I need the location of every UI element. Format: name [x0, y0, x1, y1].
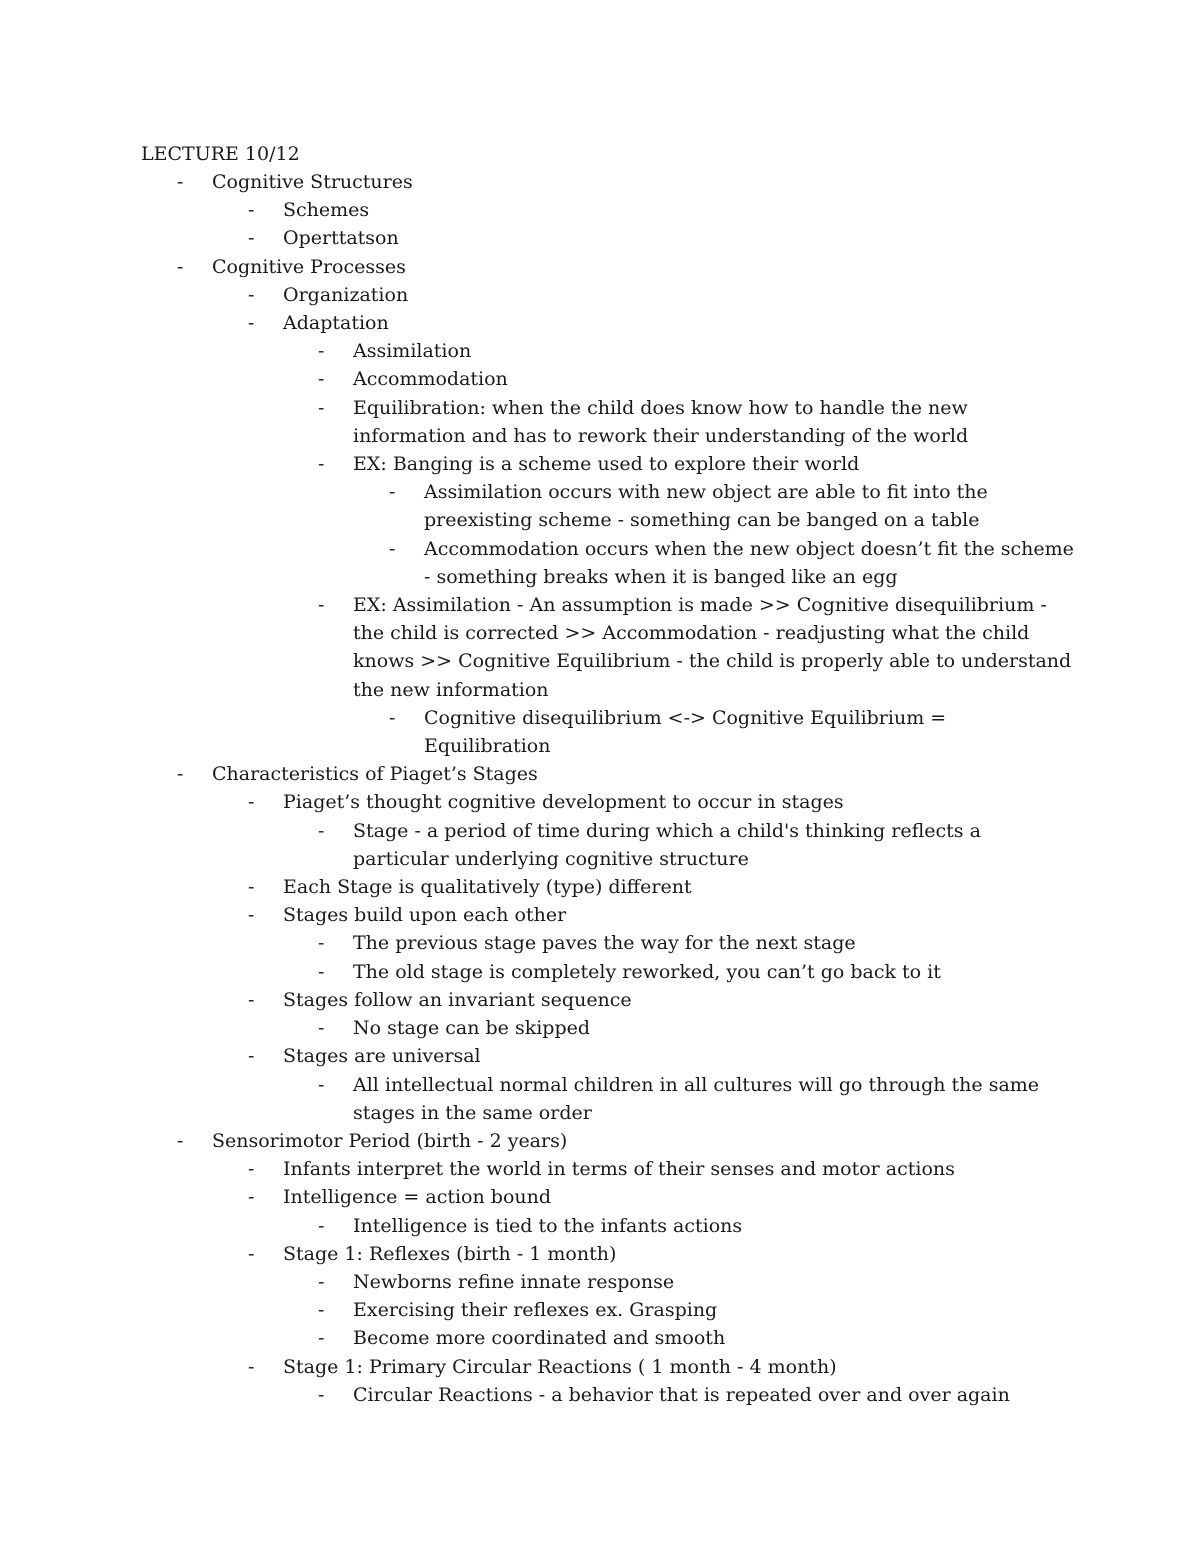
- bullet-dash: -: [318, 819, 325, 842]
- outline-text: Characteristics of Piaget’s Stages: [212, 763, 538, 786]
- outline-item-level-3: [0, 929, 1200, 957]
- bullet-dash: -: [318, 1017, 325, 1040]
- outline-text: stages in the same order: [353, 1101, 592, 1124]
- bullet-dash: -: [248, 791, 255, 814]
- outline-text: EX: Banging is a scheme used to explore their world: [353, 453, 860, 476]
- outline-text: the child is corrected >> Accommodation - readjusting what the child: [353, 622, 1030, 645]
- outline-line-continuation: [0, 422, 1200, 450]
- outline-text: preexisting scheme - something can be banged on a table: [424, 509, 980, 532]
- outline-line-continuation: [0, 845, 1200, 873]
- outline-text: The old stage is completely reworked, you can’t go back to it: [353, 960, 941, 983]
- bullet-dash: -: [248, 1355, 255, 1378]
- bullet-dash: -: [389, 537, 396, 560]
- outline-text: Stage 1: Primary Circular Reactions ( 1 month - 4 month): [283, 1355, 837, 1378]
- outline-text: No stage can be skipped: [353, 1017, 591, 1040]
- bullet-dash: -: [318, 340, 325, 363]
- outline-text: knows >> Cognitive Equilibrium - the child is properly able to understand: [353, 650, 1072, 673]
- bullet-dash: -: [248, 227, 255, 250]
- outline-text: Cognitive Structures: [212, 171, 413, 193]
- bullet-dash: -: [318, 453, 325, 476]
- outline-line-continuation: [0, 619, 1200, 647]
- outline-item-level-2: [0, 1155, 1200, 1183]
- outline-text: Adaptation: [283, 312, 389, 335]
- outline-text: Intelligence = action bound: [283, 1186, 552, 1209]
- outline-item-level-2: [0, 281, 1200, 309]
- bullet-dash: -: [318, 1327, 325, 1350]
- outline-text: - something breaks when it is banged like an egg: [424, 565, 898, 588]
- bullet-dash: -: [318, 1270, 325, 1293]
- outline-text: Schemes: [283, 199, 370, 222]
- outline-item-level-3: [0, 591, 1200, 619]
- bullet-dash: -: [248, 199, 255, 222]
- bullet-dash: -: [318, 1383, 325, 1406]
- bullet-dash: -: [318, 594, 325, 617]
- outline-item-level-1: [0, 253, 1200, 281]
- outline-line-continuation: [0, 506, 1200, 534]
- outline-item-level-3: [0, 450, 1200, 478]
- outline-text: information and has to rework their understanding of the world: [353, 424, 969, 447]
- outline-item-level-2: [0, 1042, 1200, 1070]
- outline-item-level-2: [0, 986, 1200, 1014]
- bullet-dash: -: [318, 396, 325, 419]
- outline-item-level-3: [0, 1014, 1200, 1042]
- outline-text: Assimilation: [353, 340, 472, 363]
- outline-text: Piaget’s thought cognitive development to occur in stages: [283, 791, 844, 814]
- outline-text: Cognitive Processes: [212, 255, 406, 278]
- outline-text: Cognitive disequilibrium <-> Cognitive Equilibrium =: [424, 706, 947, 729]
- outline-text: EX: Assimilation - An assumption is made >> Cognitive disequilibrium -: [353, 594, 1047, 617]
- outline-text: Sensorimotor Period (birth - 2 years): [212, 1129, 568, 1152]
- bullet-dash: -: [248, 988, 255, 1011]
- bullet-dash: -: [248, 312, 255, 335]
- bullet-dash: -: [318, 932, 325, 955]
- bullet-dash: -: [389, 481, 396, 504]
- outline-text: Equilibration: [424, 735, 551, 758]
- outline-item-level-2: [0, 1353, 1200, 1381]
- outline-text: Stages are universal: [283, 1045, 481, 1068]
- bullet-dash: -: [318, 1214, 325, 1237]
- outline-text: The previous stage paves the way for the next stage: [353, 932, 856, 955]
- outline-item-level-2: [0, 788, 1200, 816]
- bullet-dash: -: [177, 171, 184, 193]
- outline-item-level-3: [0, 1268, 1200, 1296]
- outline-text: Newborns refine innate response: [353, 1270, 675, 1293]
- outline-text: particular underlying cognitive structure: [353, 847, 749, 870]
- outline-line-continuation: [0, 732, 1200, 760]
- bullet-dash: -: [318, 960, 325, 983]
- outline-item-level-1: [0, 168, 1200, 196]
- bullet-dash: -: [318, 1299, 325, 1322]
- outline-item-level-3: [0, 1296, 1200, 1324]
- outline-item-level-2: [0, 309, 1200, 337]
- bullet-dash: -: [248, 904, 255, 927]
- bullet-dash: -: [248, 1158, 255, 1181]
- bullet-dash: -: [248, 1242, 255, 1265]
- bullet-dash: -: [318, 1073, 325, 1096]
- lecture-title: LECTURE 10/12: [141, 143, 300, 165]
- outline-item-level-2: [0, 1183, 1200, 1211]
- outline-text: Stages follow an invariant sequence: [283, 988, 632, 1011]
- outline-text: Equilibration: when the child does know how to handle the new: [353, 396, 968, 419]
- outline-item-level-3: [0, 958, 1200, 986]
- outline-line-continuation: [0, 1099, 1200, 1127]
- lecture-outline: [0, 168, 1200, 1409]
- outline-item-level-2: [0, 224, 1200, 252]
- outline-text: Circular Reactions - a behavior that is repeated over and over again: [353, 1383, 1010, 1406]
- bullet-dash: -: [318, 368, 325, 391]
- bullet-dash: -: [248, 1045, 255, 1068]
- bullet-dash: -: [248, 283, 255, 306]
- outline-text: Exercising their reflexes ex. Grasping: [353, 1299, 718, 1322]
- outline-item-level-2: [0, 901, 1200, 929]
- outline-text: Intelligence is tied to the infants actions: [353, 1214, 743, 1237]
- outline-item-level-3: [0, 1324, 1200, 1352]
- outline-text: the new information: [353, 678, 549, 701]
- outline-item-level-2: [0, 196, 1200, 224]
- bullet-dash: -: [248, 876, 255, 899]
- outline-item-level-3: [0, 1381, 1200, 1409]
- outline-item-level-3: [0, 394, 1200, 422]
- outline-text: Stage - a period of time during which a child's thinking reflects a: [353, 819, 981, 842]
- outline-text: Stages build upon each other: [283, 904, 567, 927]
- bullet-dash: -: [177, 763, 184, 786]
- outline-item-level-3: [0, 1212, 1200, 1240]
- outline-text: Accommodation occurs when the new object doesn’t fit the scheme: [424, 537, 1074, 560]
- outline-line-continuation: [0, 647, 1200, 675]
- outline-item-level-1: [0, 1127, 1200, 1155]
- outline-item-level-4: [0, 704, 1200, 732]
- outline-item-level-2: [0, 1240, 1200, 1268]
- outline-text: Organization: [283, 283, 409, 306]
- outline-text: Each Stage is qualitatively (type) different: [283, 876, 692, 899]
- bullet-dash: -: [177, 255, 184, 278]
- outline-line-continuation: [0, 563, 1200, 591]
- outline-text: All intellectual normal children in all cultures will go through the same: [353, 1073, 1040, 1096]
- outline-text: Assimilation occurs with new object are able to fit into the: [424, 481, 988, 504]
- outline-text: Operttatson: [283, 227, 399, 250]
- outline-text: Become more coordinated and smooth: [353, 1327, 726, 1350]
- outline-item-level-3: [0, 1071, 1200, 1099]
- outline-item-level-3: [0, 337, 1200, 365]
- outline-line-continuation: [0, 676, 1200, 704]
- bullet-dash: -: [389, 706, 396, 729]
- outline-item-level-4: [0, 535, 1200, 563]
- outline-item-level-1: [0, 760, 1200, 788]
- bullet-dash: -: [248, 1186, 255, 1209]
- outline-item-level-2: [0, 873, 1200, 901]
- outline-text: Stage 1: Reflexes (birth - 1 month): [283, 1242, 617, 1265]
- outline-text: Accommodation: [353, 368, 508, 391]
- outline-item-level-4: [0, 478, 1200, 506]
- outline-text: Infants interpret the world in terms of their senses and motor actions: [283, 1158, 955, 1181]
- outline-item-level-3: [0, 365, 1200, 393]
- bullet-dash: -: [177, 1129, 184, 1152]
- outline-item-level-3: [0, 817, 1200, 845]
